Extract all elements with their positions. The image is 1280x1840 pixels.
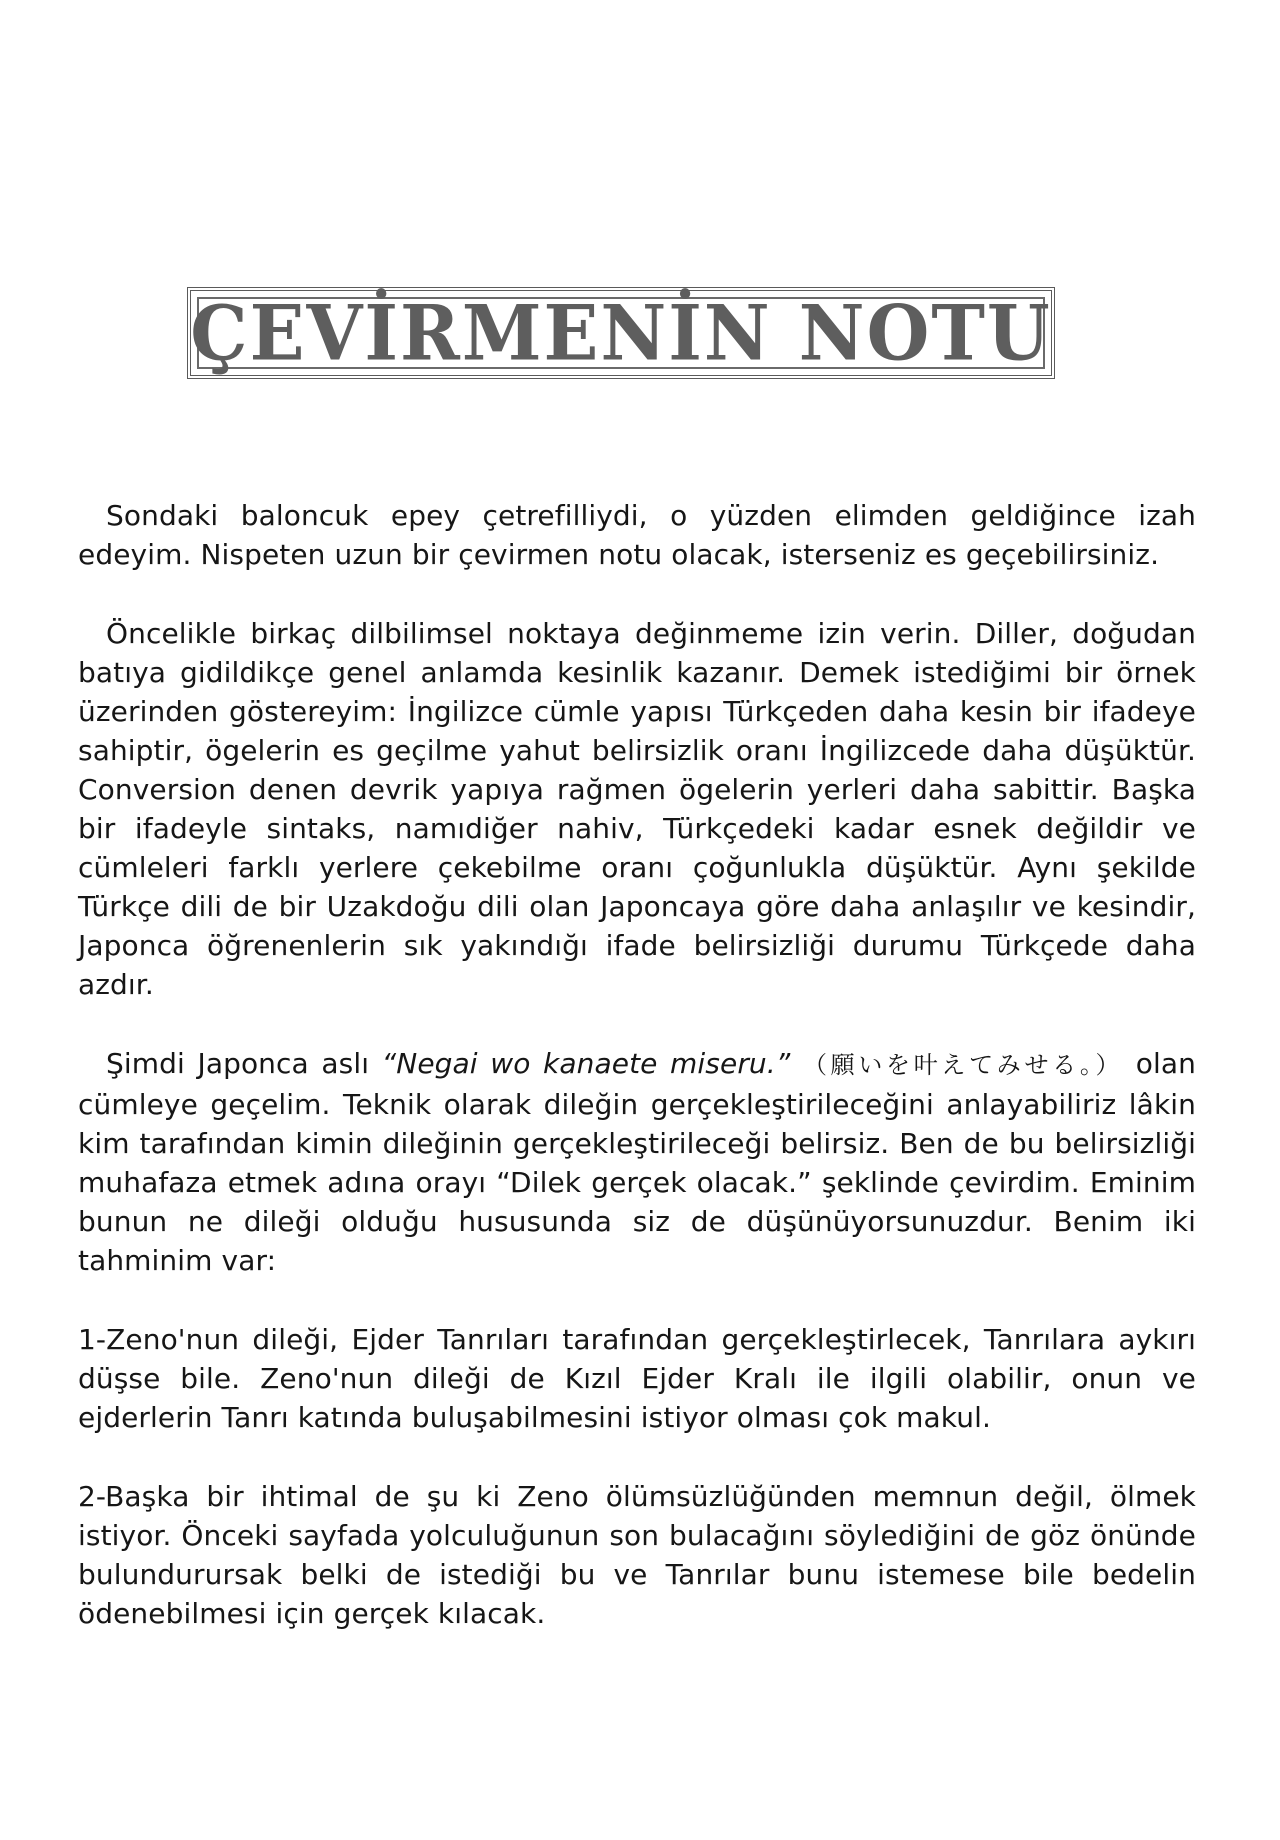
p3-quote: “Negai wo kanaete miseru.” (381, 1047, 791, 1080)
paragraph-guess-two: 2-Başka bir ihtimal de şu ki Zeno ölümsüzlüğünden memnun değil, ölmek istiyor. Önceki sayfada yolculuğunun son bulacağını söylediğini de göz önünde bulundurursak belki de istediği bu ve Tanrılar bunu istemese bile bedelin ödenebilmesi için gerçek kılacak. (78, 1480, 1196, 1630)
p3-japanese: （願いを叶えてみせる。） (802, 1051, 1124, 1079)
paragraph-japanese-original (78, 1044, 1196, 1280)
title-frame (187, 287, 1055, 379)
note-body (78, 496, 1196, 1633)
p3-rest: olan cümleye geçelim. Teknik olarak dileğin gerçekleştirileceğini anlayabiliriz lâkin kim tarafından kimin dileğinin gerçekleştirileceği belirsiz. Ben de bu belirsizliği muhafaza etmek adına orayı “Dilek gerçek olacak.” şeklinde çevirdim. Eminim bunun ne dileği olduğu hususunda siz de düşünüyorsunuzdur. Benim iki tahminim var: (78, 1047, 1197, 1277)
p3-lead: Şimdi Japonca aslı (106, 1047, 382, 1080)
paragraph-linguistics: Öncelikle birkaç dilbilimsel noktaya değinmeme izin verin. Diller, doğudan batıya gidildikçe genel anlamda kesinlik kazanır. Demek istediğimi bir örnek üzerinden göstereyim: İngilizce cümle yapısı Türkçeden daha kesin bir ifadeye sahiptir, ögelerin es geçilme yahut belirsizlik oranı İngilizcede daha düşüktür. Conversion denen devrik yapıya rağmen ögelerin yerleri daha sabittir. Başka bir ifadeyle sintaks, namıdiğer nahiv, Türkçedeki kadar esnek değildir ve cümleleri farklı yerlere çekebilme oranı çoğunlukla düşüktür. Aynı şekilde Türkçe dili de bir Uzakdoğu dili olan Japoncaya göre daha anlaşılır ve kesindir, Japonca öğrenenlerin sık yakındığı ifade belirsizliği durumu Türkçede daha azdır. (78, 617, 1196, 1001)
page-title: ÇEVİRMENİN NOTU (190, 287, 1052, 378)
paragraph-guess-one: 1-Zeno'nun dileği, Ejder Tanrıları tarafından gerçekleştirlecek, Tanrılara aykırı düşse bile. Zeno'nun dileği de Kızıl Ejder Kralı ile ilgili olabilir, onun ve ejderlerin Tanrı katında buluşabilmesini istiyor olması çok makul. (78, 1323, 1196, 1434)
paragraph-intro: Sondaki baloncuk epey çetrefilliydi, o yüzden elimden geldiğince izah edeyim. Nispeten uzun bir çevirmen notu olacak, isterseniz es geçebilirsiniz. (78, 499, 1196, 571)
